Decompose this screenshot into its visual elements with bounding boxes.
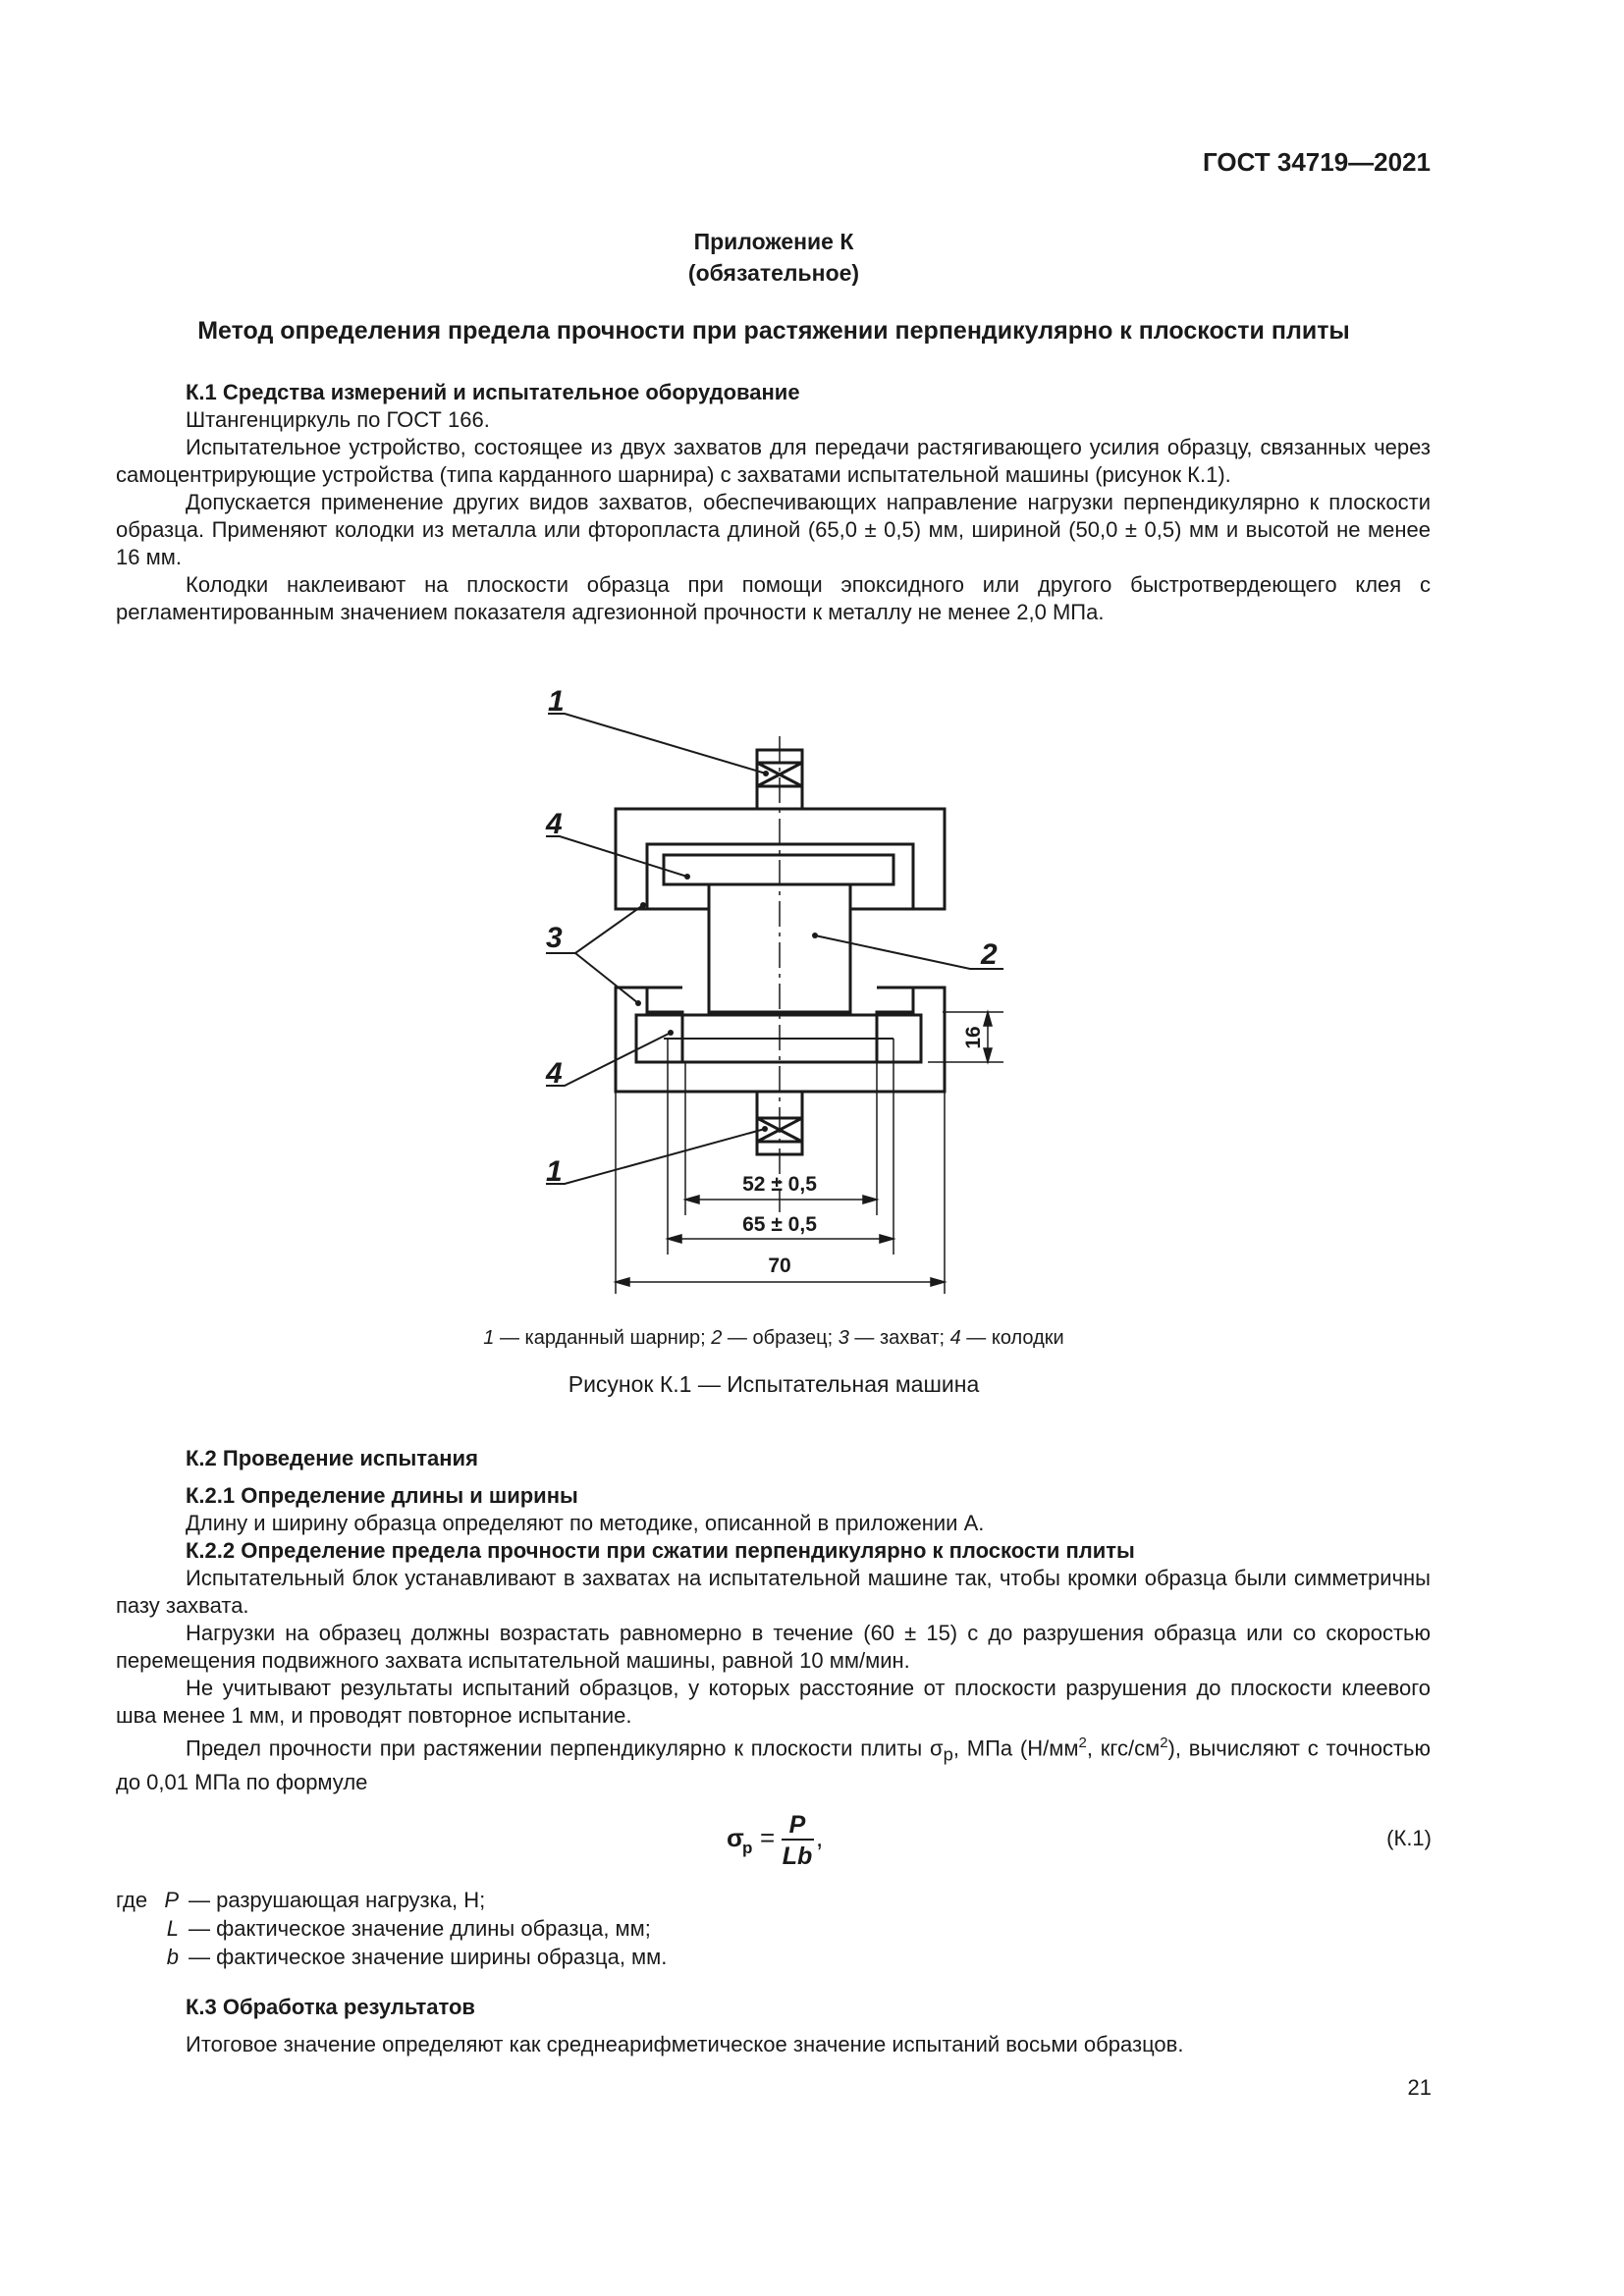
section-k2 [116,1445,1431,1796]
paragraph: Длину и ширину образца определяют по методике, описанной в приложении А. [186,1511,985,1535]
dimension-70: 70 [768,1255,791,1277]
legend-num: 1 [483,1327,495,1349]
dimension-52: 52 ± 0,5 [742,1173,817,1196]
paragraph: Нагрузки на образец должны возрастать равномерно в течение (60 ± 15) с до разрушения образца или со скоростью перемещения подвижного захвата испытательной машины, равной 10 мм/мин. [116,1621,1431,1673]
main-title: Метод определения предела прочности при растяжении перпендикулярно к плоскости плиты [197,317,1350,345]
formula-k1 [687,1804,943,1873]
superscript: 2 [1078,1735,1087,1751]
where-prefix: где [116,1888,148,1912]
superscript: 2 [1160,1735,1168,1751]
formula-denominator: Lb [782,1842,813,1870]
text-run: , кгс/см [1086,1735,1161,1761]
section-k2-heading: К.2 Проведение испытания [186,1446,478,1470]
paragraph: Итоговое значение определяют как среднеарифметическое значение испытаний восьми образцов. [186,2032,1184,2056]
variable-symbol: L [166,1916,179,1941]
formula-number: (К.1) [1386,1826,1432,1850]
formula-numerator: P [788,1811,806,1839]
formula-comma: , [816,1823,824,1852]
dimension-16: 16 [962,1026,985,1049]
appendix-title: Приложение К [693,229,854,254]
paragraph: Не учитывают результаты испытаний образцов, у которых расстояние от плоскости разрушения до плоскости клеевого шва менее 1 мм, и проводят повторное испытание. [116,1676,1431,1728]
variable-symbol: b [166,1945,179,1969]
callout-3: 3 [546,922,563,954]
section-k22-heading: К.2.2 Определение предела прочности при сжатии перпендикулярно к плоскости плиты [186,1538,1135,1563]
paragraph: Испытательное устройство, состоящее из двух захватов для передачи растягивающего усилия образцу, связанных через самоцентрирующие устройства (типа карданного шарнира) с захватами испытательной машины (рисунок К.1). [116,435,1431,487]
section-k3 [116,1994,1431,2058]
section-k1-heading: К.1 Средства измерений и испытательное оборудование [186,380,800,404]
variable-description: — фактическое значение длины образца, мм; [189,1916,651,1941]
legend-num: 2 [711,1327,723,1349]
variable-row [116,1944,1000,1972]
formula-equals: = [760,1823,776,1852]
legend-text: — захват; [848,1327,950,1349]
appendix-heading [116,226,1432,289]
figure-caption: Рисунок К.1 — Испытательная машина [568,1371,980,1397]
legend-text: — карданный шарнир; [494,1327,712,1349]
formula-sigma: σ [727,1823,744,1852]
section-k3-heading: К.3 Обработка результатов [186,1995,475,2019]
subscript: р [943,1743,953,1765]
variable-row [116,1887,1000,1915]
top-pad [664,855,893,884]
callout-1-top: 1 [548,685,565,718]
text-run: , МПа (Н/мм [952,1735,1079,1761]
dimension-65: 65 ± 0,5 [742,1213,817,1236]
legend-num: 4 [949,1327,961,1349]
legend-num: 3 [838,1327,849,1349]
callout-2: 2 [981,938,998,971]
paragraph: Испытательный блок устанавливают в захватах на испытательной машине так, чтобы кромки образца были симметричны пазу захвата. [116,1566,1431,1618]
paragraph: Штангенциркуль по ГОСТ 166. [186,407,490,432]
formula-intro [116,1730,1431,1796]
figure-k1-drawing [530,677,1041,1306]
callout-1-bottom: 1 [546,1155,563,1188]
callout-4-bottom: 4 [546,1057,563,1090]
figure-legend [116,1327,1432,1350]
section-k1 [116,379,1431,626]
text-run: Предел прочности при растяжении перпендикулярно к плоскости плиты σ [186,1735,944,1761]
paragraph: Допускается применение других видов захватов, обеспечивающих направление нагрузки перпендикулярно к плоскости образца. Применяют колодки из металла или фторопласта длиной (65,0 ± 0,5) мм, шириной (50,0 ± 0,5) мм и высотой не менее 16 мм. [116,490,1431,569]
leader-dots [635,771,818,1132]
legend-text: — образец; [722,1327,839,1349]
variable-symbol: P [164,1888,179,1912]
variable-description: — разрушающая нагрузка, Н; [189,1888,486,1912]
paragraph: Колодки наклеивают на плоскости образца при помощи эпоксидного или другого быстротвердеющего клея с регламентированным значением показателя адгезионной прочности к металлу не менее 2,0 МПа. [116,572,1431,624]
document-code: ГОСТ 34719—2021 [1203,147,1431,177]
variable-list [116,1887,1000,1972]
leader-lines [546,714,1003,1184]
section-k21-heading: К.2.1 Определение длины и ширины [186,1483,578,1508]
formula-sigma-sub: р [742,1839,753,1857]
text-run: ), вычисляют с точностью до 0,01 МПа по формуле [116,1735,1431,1794]
page-number: 21 [1407,2075,1432,2100]
callout-4-top: 4 [546,808,563,840]
variable-row [116,1915,1000,1944]
legend-text: — колодки [960,1327,1064,1349]
appendix-status: (обязательное) [687,260,860,286]
variable-description: — фактическое значение ширины образца, мм. [189,1945,668,1969]
